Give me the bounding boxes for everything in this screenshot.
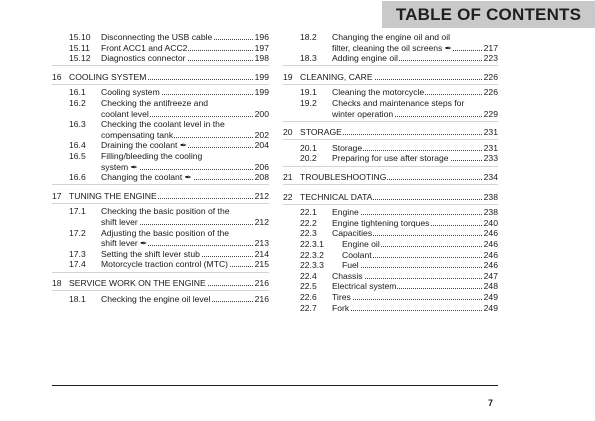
toc-entry-number: 15.12	[69, 53, 91, 64]
toc-page-number: 215	[254, 259, 269, 270]
toc-entry-title: Checking the basic position of the	[101, 206, 230, 217]
toc-entry-number: 18.3	[300, 53, 317, 64]
toc-entry-title: Engine oil	[342, 239, 380, 249]
toc-entry-title: Electrical system	[332, 281, 397, 292]
toc-page-number: 240	[483, 217, 498, 228]
toc-separator	[283, 84, 498, 85]
toc-entry-number: 16.1	[69, 87, 86, 98]
toc-entry-number: 16	[52, 71, 62, 82]
toc-entry-number: 20.2	[300, 153, 317, 164]
toc-entry-number: 18.1	[69, 293, 86, 304]
toc-entry-number: 15.10	[69, 32, 91, 42]
toc-page-number: 223	[483, 53, 498, 64]
toc-page-number: 229	[483, 108, 498, 119]
toc-separator	[52, 203, 269, 204]
toc-entry-number: 22.3.2	[300, 249, 324, 260]
toc-page-number: 213	[254, 238, 269, 249]
toc-entry-number: 17.2	[69, 227, 86, 238]
toc-entry-number: 22.2	[300, 217, 317, 228]
page-title-banner: TABLE OF CONTENTS	[382, 1, 595, 28]
toc-entry-title: Checking the antifreeze and	[101, 98, 209, 108]
toc-page-number: 212	[254, 217, 269, 227]
toc-entry-number: 16.5	[69, 151, 86, 161]
toc-page-number: 249	[483, 292, 498, 302]
toc-entry-title: Cleaning the motorcycle	[332, 87, 425, 98]
toc-page-number: 238	[483, 207, 498, 218]
toc-entry-title: Checking the engine oil level	[101, 293, 211, 304]
toc-separator	[283, 204, 498, 205]
toc-leader-dots	[342, 267, 482, 268]
toc-separator	[52, 65, 269, 66]
toc-entry-title: Draining the coolant ✒	[101, 140, 188, 151]
toc-entry-title: STORAGE	[300, 127, 342, 138]
toc-entry-title: TUNING THE ENGINE	[69, 190, 157, 201]
toc-entry-title: Storage	[332, 142, 363, 153]
toc-page-number: 246	[483, 228, 498, 239]
toc-separator	[52, 290, 269, 291]
toc-entry-title: Engine	[332, 207, 359, 218]
toc-page-number: 234	[483, 172, 498, 182]
toc-page-number: 198	[254, 53, 269, 64]
toc-separator	[283, 65, 498, 66]
toc-entry-number: 18.2	[300, 32, 317, 42]
toc-entry-number: 16.2	[69, 98, 86, 108]
toc-entry-title: Preparing for use after storage	[332, 153, 449, 164]
toc-entry-number: 22	[283, 191, 293, 202]
toc-page-number: 246	[483, 249, 498, 260]
toc-entry-title: Tires	[332, 292, 351, 302]
toc-entry-number: 16.4	[69, 140, 86, 151]
toc-page-number: 226	[483, 71, 498, 82]
toc-entry-title: Checking the coolant level in the	[101, 119, 225, 130]
toc-entry-number: 15.11	[69, 42, 90, 53]
toc-entry-title: SERVICE WORK ON THE ENGINE	[69, 278, 206, 288]
toc-leader-dots	[332, 299, 482, 300]
toc-page-number: 196	[254, 32, 269, 42]
toc-page-number: 231	[483, 142, 498, 153]
toc-page-number: 206	[254, 161, 269, 172]
toc-entry-number: 22.4	[300, 270, 317, 281]
toc-page-number: 238	[483, 191, 498, 202]
toc-page-number: 212	[254, 190, 269, 201]
toc-page-number: 233	[483, 153, 498, 164]
toc-page-number: 199	[254, 71, 269, 82]
toc-entry-title: shift lever	[101, 217, 138, 227]
toc-entry-title: Motorcycle traction control (MTC)	[101, 259, 229, 270]
toc-entry-title: filter, cleaning the oil screens ✒	[332, 42, 452, 53]
toc-page-number: 197	[254, 42, 269, 53]
toc-entry-number: 22.3.1	[300, 239, 324, 249]
toc-entry-number: 22.3	[300, 228, 317, 239]
toc-page-number: 216	[254, 293, 269, 304]
toc-entry-title: Setting the shift lever stub	[101, 248, 200, 259]
toc-entry-title: Fuel	[342, 260, 359, 271]
toc-entry-title: TROUBLESHOOTING	[300, 172, 387, 182]
toc-separator	[283, 121, 498, 122]
toc-entry-title: Adjusting the basic position of the	[101, 227, 230, 238]
toc-separator	[52, 184, 269, 185]
toc-page-number: 247	[483, 270, 498, 281]
toc-entry-title: Front ACC1 and ACC2	[101, 42, 188, 53]
page-number: 7	[487, 398, 493, 408]
toc-entry-number: 19	[283, 71, 293, 82]
toc-page-number: 226	[483, 87, 498, 98]
toc-entry-title: Changing the engine oil and oil	[332, 32, 451, 42]
toc-entry-number: 22.3.3	[300, 260, 324, 271]
toc-entry-number: 19.1	[300, 87, 317, 98]
toc-entry-number: 19.2	[300, 98, 317, 108]
toc-entry-title: winter operation	[332, 108, 394, 119]
toc-entry-number: 17.4	[69, 259, 86, 270]
toc-page-number: 246	[483, 260, 498, 271]
toc-entry-title: Engine tightening torques	[332, 217, 430, 228]
toc-page-number: 216	[254, 278, 269, 288]
toc-entry-number: 20.1	[300, 142, 317, 153]
toc-page-number: 204	[254, 140, 269, 151]
toc-entry-number: 18	[52, 278, 62, 288]
toc-entry-title: Chassis	[332, 270, 363, 281]
toc-entry-title: Capacities	[332, 228, 373, 239]
toc-entry-number: 21	[283, 172, 293, 182]
toc-entry-title: compensating tank	[101, 129, 174, 140]
toc-page-number: 200	[254, 108, 269, 119]
toc-entry-number: 16.3	[69, 119, 86, 130]
toc-entry-title: Checks and maintenance steps for	[332, 98, 465, 108]
toc-entry-title: Cooling system	[101, 87, 160, 98]
toc-separator	[283, 166, 498, 167]
toc-page-number: 202	[254, 129, 269, 140]
toc-page-number: 249	[483, 302, 498, 313]
toc-separator	[52, 272, 269, 273]
toc-entry-title: TECHNICAL DATA	[300, 191, 373, 202]
toc-entry-title: Fork	[332, 302, 350, 313]
toc-entry-number: 22.1	[300, 207, 317, 218]
toc-entry-number: 17	[52, 190, 62, 201]
toc-leader-dots	[332, 310, 482, 311]
toc-entry-title: COOLING SYSTEM	[69, 71, 147, 82]
toc-entry-title: system ✒	[101, 161, 138, 172]
toc-entry-title: Diagnostics connector	[101, 53, 186, 64]
toc-entry-number: 17.3	[69, 248, 86, 259]
toc-separator	[52, 84, 269, 85]
toc-entry-title: shift lever ✒	[101, 238, 148, 249]
toc-entry-number: 22.6	[300, 292, 317, 302]
toc-entry-title: Adding engine oil	[332, 53, 398, 64]
toc-page-number: 248	[483, 281, 498, 292]
toc-entry-title: CLEANING, CARE	[300, 71, 373, 82]
toc-page-number: 214	[254, 248, 269, 259]
toc-page-number: 199	[254, 87, 269, 98]
toc-page-number: 208	[254, 172, 269, 183]
toc-separator	[283, 184, 498, 185]
toc-page-number: 217	[483, 42, 498, 53]
toc-entry-number: 17.1	[69, 206, 86, 217]
toc-entry-number: 20	[283, 127, 293, 138]
toc-entry-title: Coolant	[342, 249, 372, 260]
toc-page-number: 246	[483, 239, 498, 249]
toc-entry-number: 16.6	[69, 172, 86, 183]
toc-entry-title: Changing the coolant ✒	[101, 172, 192, 183]
toc-entry-number: 22.7	[300, 302, 317, 313]
toc-entry-title: Filling/bleeding the cooling	[101, 151, 203, 161]
toc-entry-title: coolant level	[101, 108, 149, 119]
toc-entry-number: 22.5	[300, 281, 317, 292]
toc-page-number: 231	[483, 127, 498, 138]
toc-entry-title: Disconnecting the USB cable	[101, 32, 213, 42]
footer-rule	[52, 385, 498, 386]
toc-separator	[283, 139, 498, 140]
